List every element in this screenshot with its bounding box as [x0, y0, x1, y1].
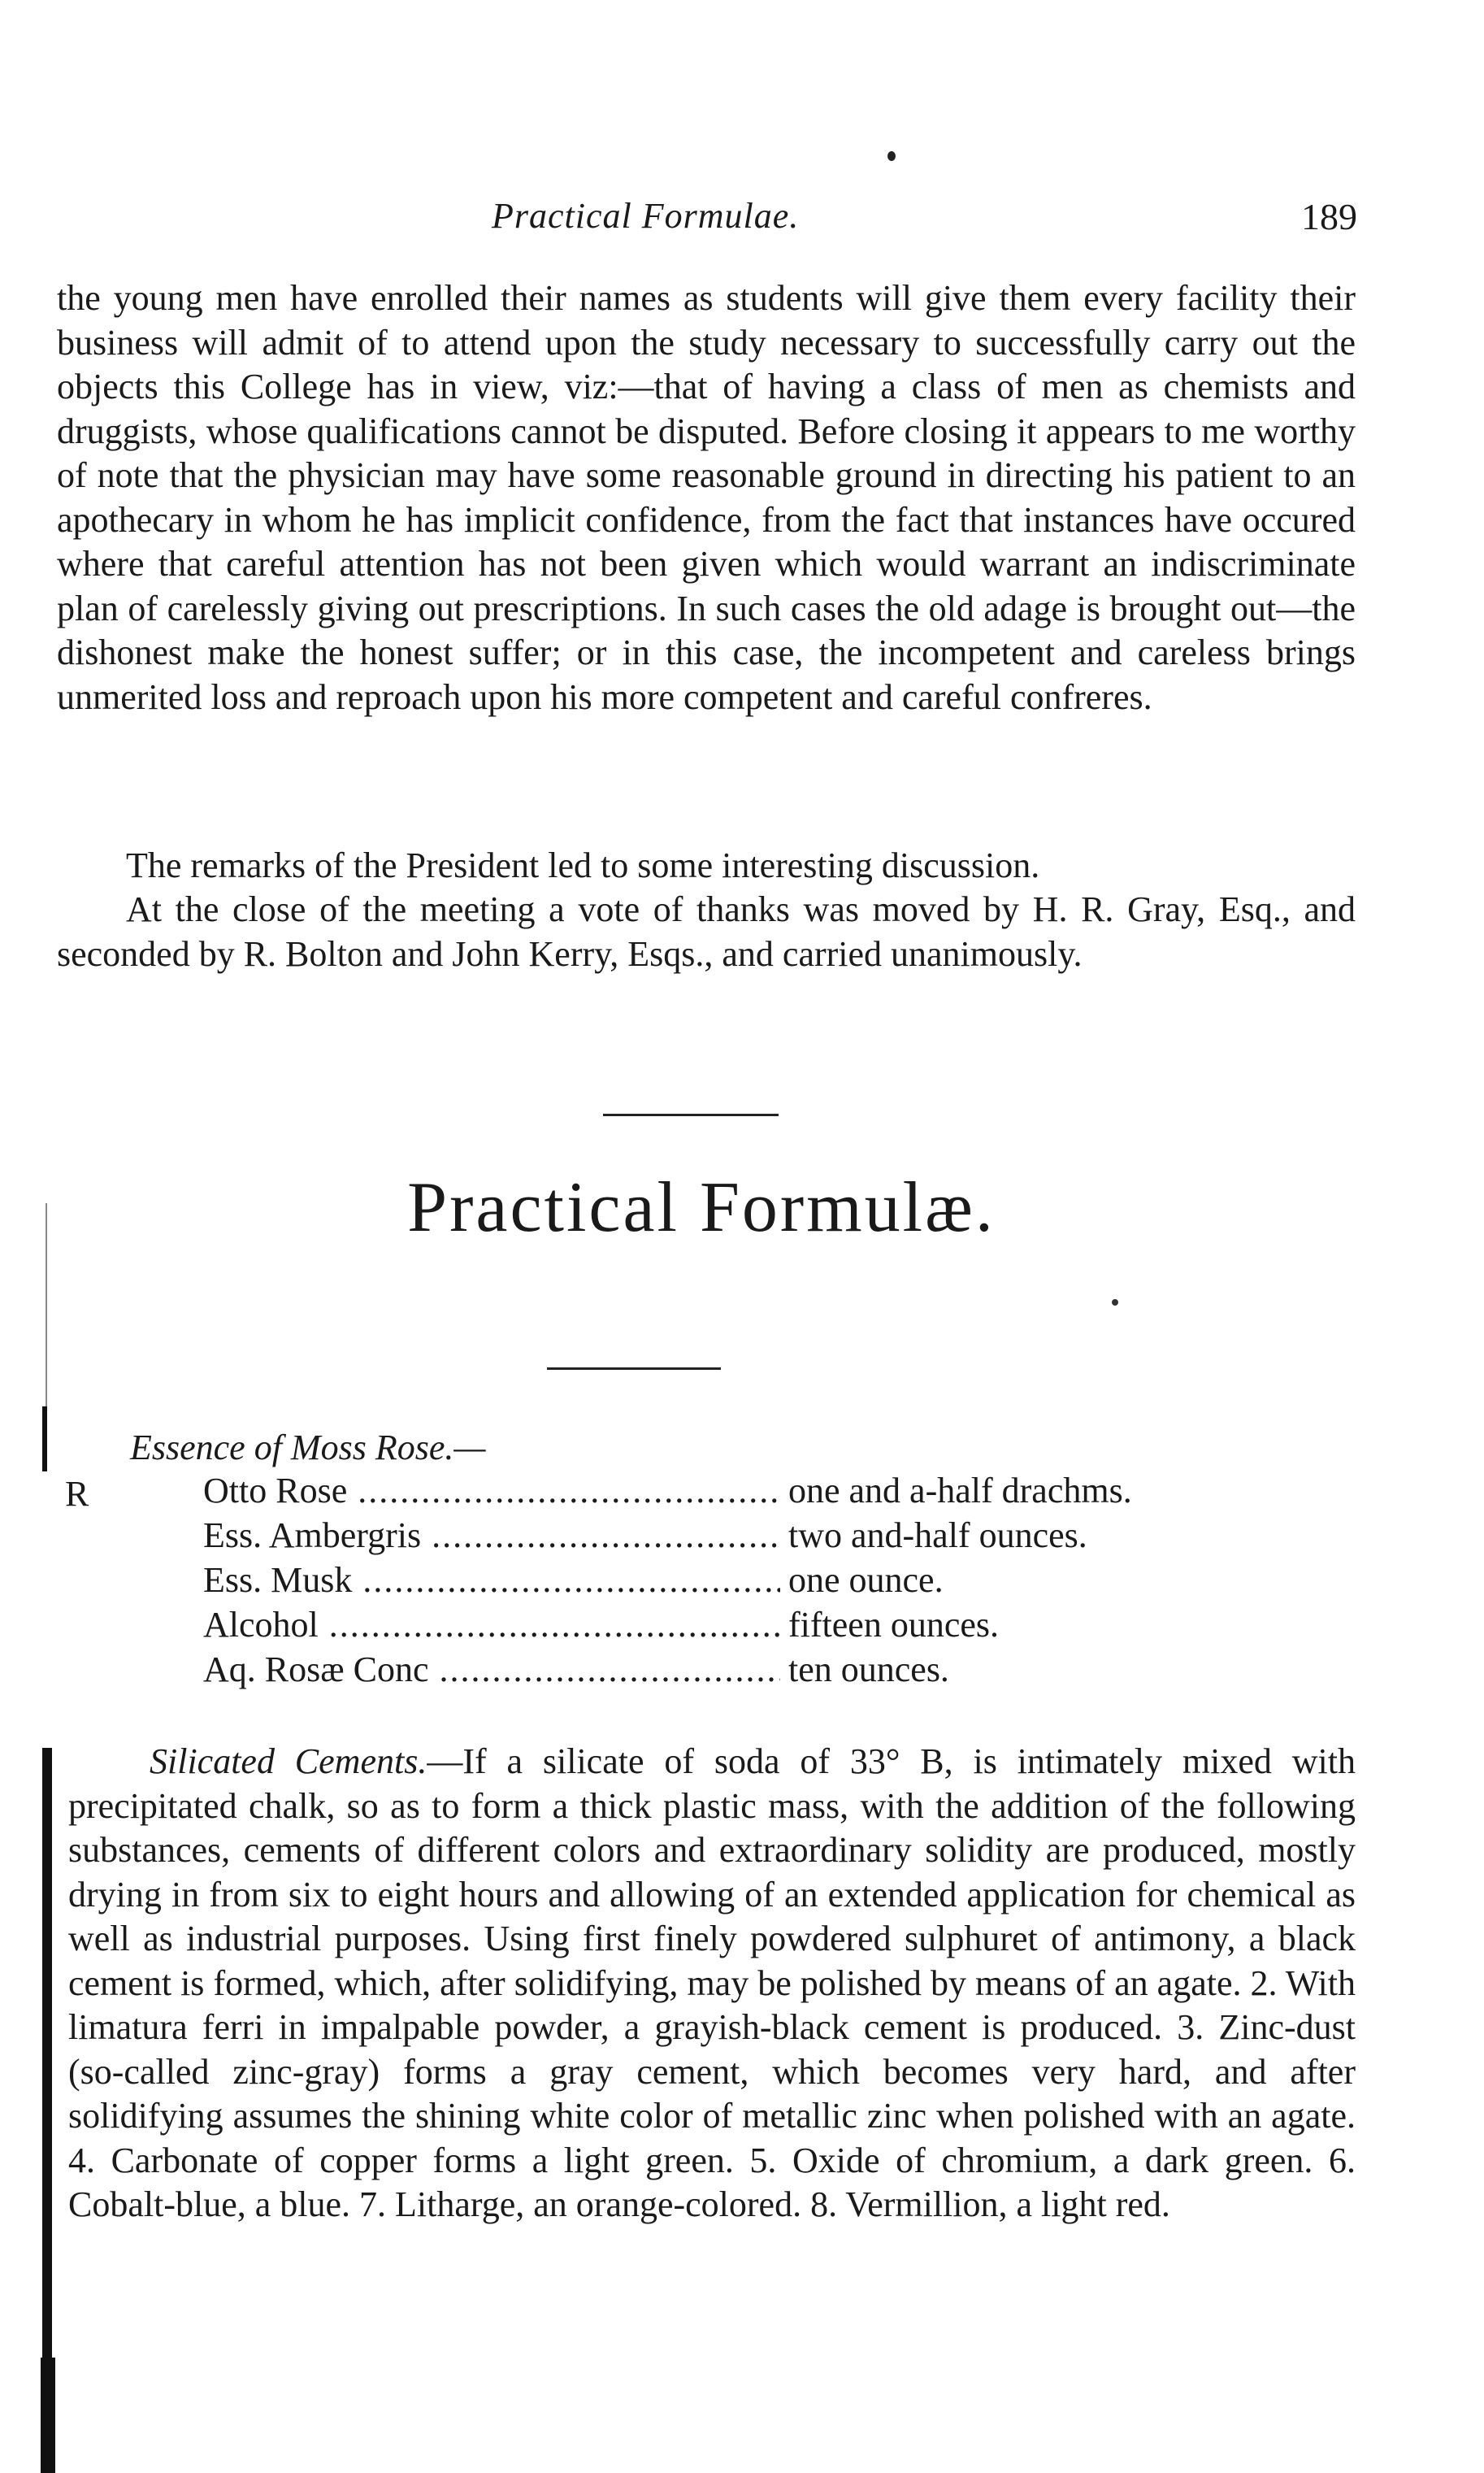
ingredient-name: Ess. Musk ..... [203, 1559, 780, 1601]
ingredient-amount: ten ounces. [788, 1649, 949, 1689]
paragraph-lead-title: Silicated Cements. [150, 1741, 427, 1781]
section-divider-bottom [547, 1367, 721, 1370]
recipe-symbol: R [65, 1474, 89, 1514]
running-head [57, 195, 1357, 244]
page-number: 189 [1301, 196, 1357, 237]
running-title: Practical Formulae. [492, 196, 800, 236]
section-divider-top [603, 1114, 779, 1116]
ingredient-row [203, 1649, 1341, 1693]
ingredient-name: Otto Rose ..... [203, 1470, 780, 1511]
scan-speck [887, 151, 896, 161]
ingredient-amount: one and a-half drachms. [788, 1471, 1132, 1510]
margin-scan-shadow [42, 1748, 52, 2366]
paragraph-vote-of-thanks: At the close of the meeting a vote of thanks was moved by H. R. Gray, Esq., and seconded by R. Bolton and John Kerry, Esqs., and carried unanimously. [57, 889, 1356, 974]
ingredient-amount: fifteen ounces. [788, 1605, 999, 1645]
ingredient-row [203, 1559, 1341, 1604]
ingredient-amount: one ounce. [788, 1560, 944, 1600]
scan-speck-2 [1112, 1299, 1118, 1306]
paragraph-continuation: the young men have enrolled their names as students will give them every facility their business will admit of to attend upon the study necessary to successfully carry out the objects this College has in view, viz:—that of having a class of men as chemists and druggists, whose qualifications cannot be disputed. Before closing it appears to me worthy of note that the physician may have some reasonable ground in directing his patient to an apothecary in whom he has implicit confidence, from the fact that instances have occured where that careful attention has not been given which would warrant an indiscriminate plan of carelessly giving out prescriptions. In such cases the old adage is brought out—the dishonest make the honest suffer; or in this case, the incompetent and careless brings unmerited loss and reproach upon his more competent and careful confreres. [57, 278, 1356, 717]
ingredient-row [203, 1470, 1341, 1515]
ingredient-name: Alcohol ..... [203, 1604, 780, 1645]
paragraph-silicated-cements [57, 1740, 1356, 2227]
margin-scan-shadow-lower [41, 2358, 55, 2473]
recipe-title: Essence of Moss Rose.— [130, 1428, 486, 1467]
section-title: Practical Formulæ. [407, 1168, 996, 1247]
ingredient-amount: two and-half ounces. [788, 1515, 1087, 1555]
ingredient-list [203, 1470, 1341, 1693]
ingredient-row [203, 1604, 1341, 1649]
ingredient-name: Aq. Rosæ Conc ..... [203, 1649, 780, 1690]
ingredient-name: Ess. Ambergris ..... [203, 1515, 780, 1556]
paragraph-body: —If a silicate of soda of 33° B, is intimately mixed with precipitated chalk, so as to form a thick plastic mass, with the addition of the following substances, cements of different colors and extraordinary solidity are produced, mostly drying in from six to eight hours and allowing of an extended application for chemical as well as industrial purposes. Using first finely powdered sulphuret of antimony, a black cement is formed, which, after solidifying, may be polished by means of an agate. 2. With limatura ferri in impalpable powder, a grayish-black cement is produced. 3. Zinc-dust (so-called zinc-gray) forms a gray cement, which becomes very hard, and after solidifying assumes the shining white color of metallic zinc when polished with an agate. 4. Carbonate of copper forms a light green. 5. Oxide of chromium, a dark green. 6. Cobalt-blue, a blue. 7. Litharge, an orange-colored. 8. Vermillion, a light red. [68, 1741, 1356, 2224]
ingredient-row [203, 1515, 1341, 1559]
paragraph-remarks: The remarks of the President led to some interesting discussion. [126, 845, 1040, 885]
margin-scan-shadow-upper [42, 1406, 47, 1471]
